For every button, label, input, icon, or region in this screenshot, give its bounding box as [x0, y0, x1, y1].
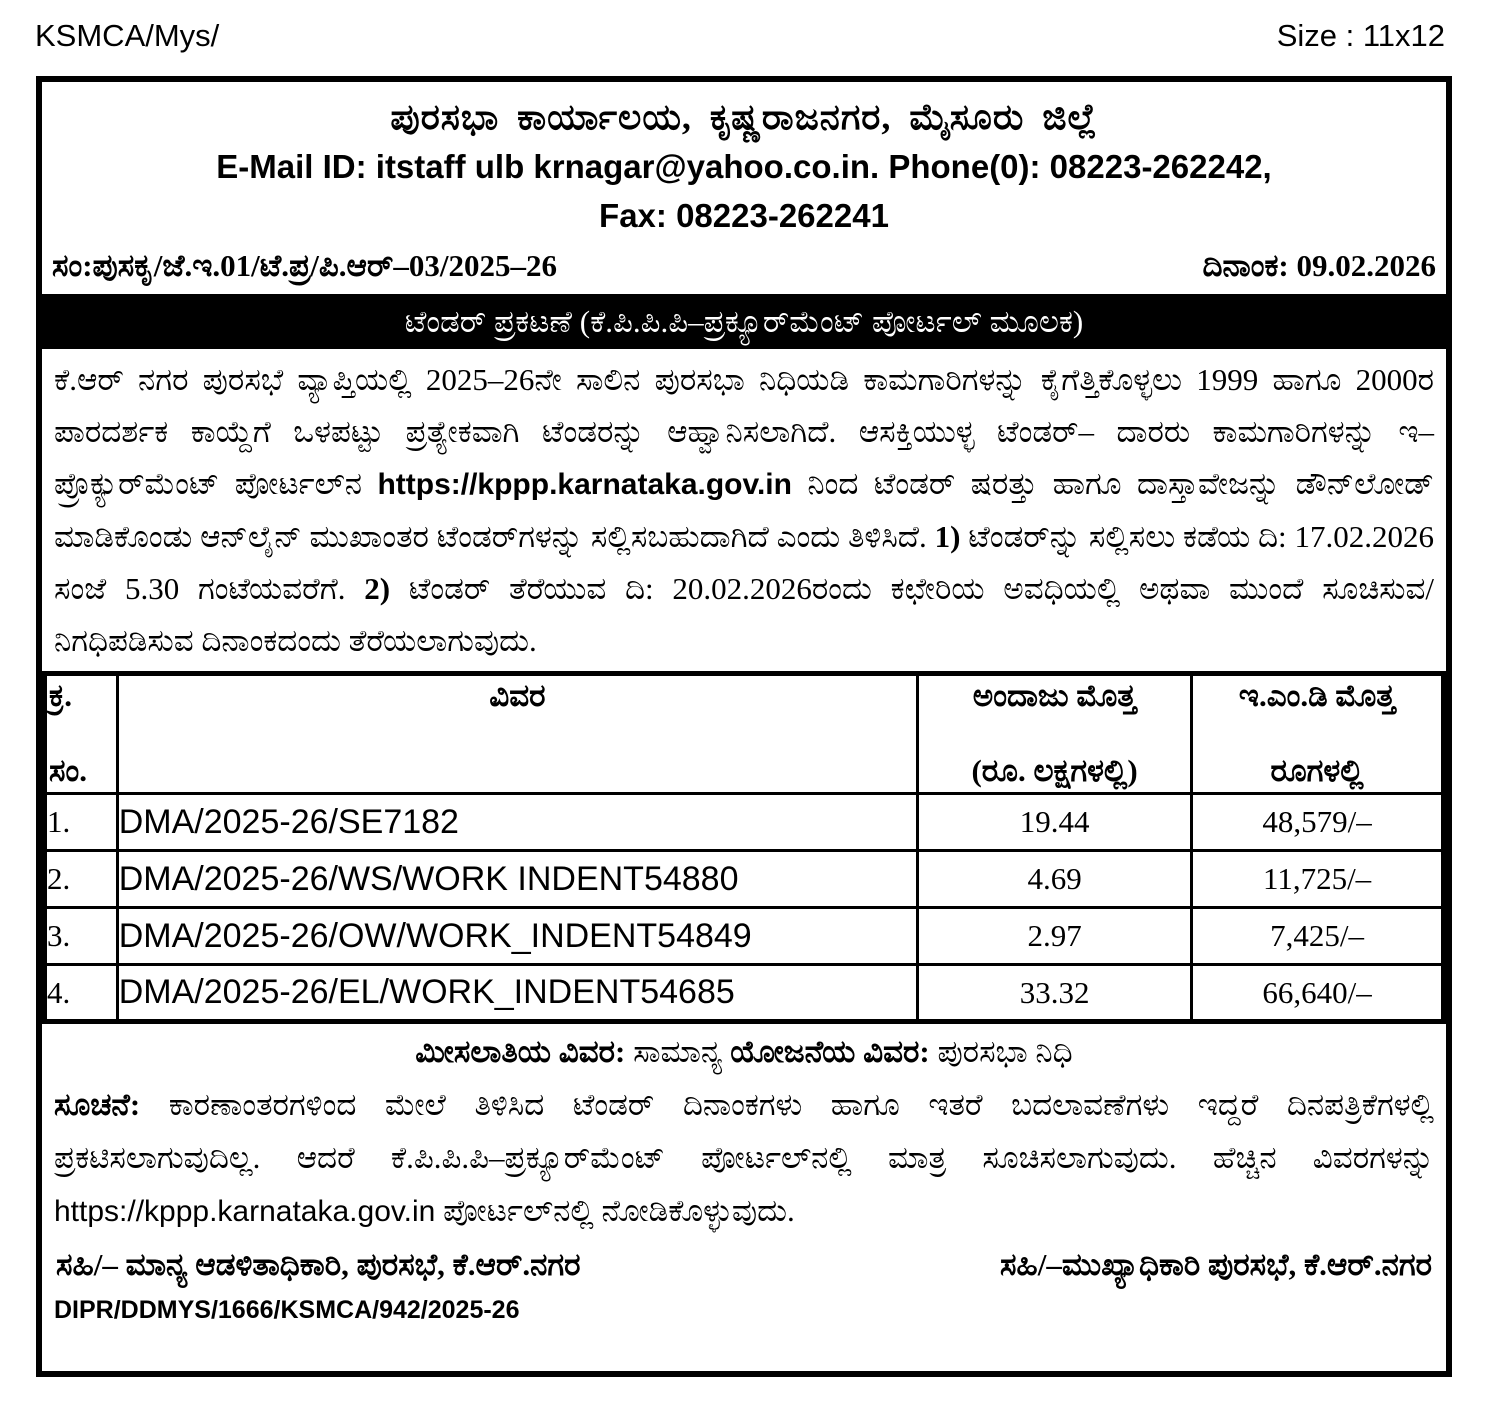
page-top-bar — [35, 18, 1445, 54]
doc-code-label: KSMCA/Mys/ — [35, 18, 220, 53]
cell-emd-amount: 66,640/– — [1192, 965, 1444, 1022]
cell-sl-no: 1. — [45, 794, 118, 851]
tender-table — [42, 671, 1446, 1024]
header-emd-amount: ಇ.ಎಂ.ಡಿ ಮೊತ್ತ ರೂಗಳಲ್ಲಿ — [1238, 678, 1396, 788]
reservation-line — [42, 1026, 1446, 1078]
signature-right: ಸಹಿ/–ಮುಖ್ಯಾಧಿಕಾರಿ ಪುರಸಭೆ, ಕೆ.ಆರ್.ನಗರ — [999, 1247, 1432, 1282]
cell-sl-no: 3. — [45, 908, 118, 965]
cell-emd-amount: 7,425/– — [1192, 908, 1444, 965]
body-intro-text: ಕೆ.ಆರ್ ನಗರ ಪುರಸಭೆ ವ್ಯಾಪ್ತಿಯಲ್ಲಿ 2025–26ನೇ ಸಾಲಿನ ಪುರಸಭಾ ನಿಧಿಯಡಿ ಕಾಮಗಾರಿಗಳನ್ನು ಕೈಗೆತ್ತಿಕೊಳ್ಳಲು 1999 ಹಾಗೂ 2000ರ ಪಾರದರ್ಶಕ ಕಾಯ್ದೆಗೆ ಒಳಪಟ್ಟು ಪ್ರತ್ಯೇಕವಾಗಿ ಟೆಂಡರನ್ನು ಆಹ್ವಾನಿಸಲಾಗಿದೆ. ಆಸಕ್ತಿಯುಳ್ಳ ಟೆಂಡರ್– ದಾರರು ಕಾಮಗಾರಿಗಳನ್ನು ಇ–ಪ್ರೊಕ್ಯುರ್‌ಮೆಂಟ್ ಪೋರ್ಟಲ್‌ನ — [54, 362, 1434, 501]
table-row — [45, 965, 1444, 1022]
reservation-value: ಸಾಮಾನ್ಯ — [625, 1034, 731, 1069]
tender-table-header — [45, 674, 1444, 794]
notice-text-1: ಕಾರಣಾಂತರಗಳಿಂದ ಮೇಲೆ ತಿಳಿಸಿದ ಟೆಂಡರ್ ದಿನಾಂಕಗಳು ಹಾಗೂ ಇತರೆ ಬದಲಾವಣೆಗಳು ಇದ್ದರೆ ದಿನಪತ್ರಿಕೆಗಳಲ್ಲಿ ಪ್ರಕಟಿಸಲಾಗುವುದಿಲ್ಲ. ಆದರೆ ಕೆ.ಪಿ.ಪಿ.ಪಿ–ಪ್ರಕ್ಯೂರ್‌ಮೆಂಟ್ ಪೋರ್ಟಲ್‌ನಲ್ಲಿ ಮಾತ್ರ ಸೂಚಿಸಲಾಗುವುದು. ಹೆಚ್ಚಿನ ವಿವರಗಳನ್ನು — [54, 1087, 1434, 1175]
header-detail: ವಿವರ — [489, 678, 546, 713]
cell-tender-id: DMA/2025-26/WS/WORK INDENT54880 — [117, 851, 917, 908]
notice-document — [36, 76, 1452, 1377]
cell-estimated-amount: 4.69 — [917, 851, 1191, 908]
size-label: Size : 11x12 — [1276, 18, 1445, 53]
tender-body-paragraph — [42, 349, 1446, 667]
header-sl-no: ಕ್ರ. ಸಂ. — [49, 678, 87, 788]
fax-line: Fax: 08223-262241 — [599, 197, 889, 234]
cell-estimated-amount: 19.44 — [917, 794, 1191, 851]
cell-tender-id: DMA/2025-26/EL/WORK_INDENT54685 — [117, 965, 917, 1022]
cell-estimated-amount: 2.97 — [917, 908, 1191, 965]
scheme-value: ಪುರಸಭಾ ನಿಧಿ — [929, 1034, 1073, 1069]
cell-tender-id: DMA/2025-26/OW/WORK_INDENT54849 — [117, 908, 917, 965]
cell-emd-amount: 48,579/– — [1192, 794, 1444, 851]
office-title: ಪುರಸಭಾ ಕಾರ್ಯಾಲಯ, ಕೃಷ್ಣರಾಜನಗರ, ಮೈಸೂರು ಜಿಲ್ಲೆ — [390, 97, 1098, 137]
table-row — [45, 794, 1444, 851]
notice-paragraph — [42, 1078, 1446, 1238]
reference-number: ಸಂ:ಪುಸಕೃ/ಜೆ.ಇ.01/ಟೆ.ಪ್ರ/ಪಿ.ಆರ್–03/2025–26 — [52, 248, 557, 283]
cell-sl-no: 4. — [45, 965, 118, 1022]
cell-sl-no: 2. — [45, 851, 118, 908]
notice-label: ಸೂಚನೆ: — [54, 1087, 141, 1122]
reservation-label: ಮೀಸಲಾತಿಯ ವಿವರ: — [415, 1034, 626, 1069]
notice-text-2: ಪೋರ್ಟಲ್‌ನಲ್ಲಿ ನೋಡಿಕೊಳ್ಳುವುದು. — [435, 1193, 795, 1228]
point2-number: 2) — [364, 571, 391, 606]
point1-number: 1) — [934, 519, 961, 554]
portal-url-text: https://kppp.karnataka.gov.in — [377, 468, 792, 501]
cell-emd-amount: 11,725/– — [1192, 851, 1444, 908]
point2-text: ಟೆಂಡರ್ ತೆರೆಯುವ ದಿ: 20.02.2026ರಂದು ಕಛೇರಿಯ ಅವಧಿಯಲ್ಲಿ ಅಥವಾ ಮುಂದೆ ಸೂಚಿಸುವ/ನಿಗಧಿಪಡಿಸುವ ದಿನಾಂಕದಂದು ತೆರೆಯಲಾಗುವುದು. — [54, 571, 1434, 658]
body-after-url-text: ನಿಂದ ಟೆಂಡರ್ ಷರತ್ತು ಹಾಗೂ ದಾಸ್ತಾವೇಜನ್ನು ಡೌನ್‌ಲೋಡ್ ಮಾಡಿಕೊಂಡು ಆನ್‌ಲೈನ್ ಮುಖಾಂತರ ಟೆಂಡರ್‌ಗಳನ್ನು ಸಲ್ಲಿಸಬಹುದಾಗಿದೆ ಎಂದು ತಿಳಿಸಿದೆ. — [54, 466, 1435, 554]
signature-left: ಸಹಿ/– ಮಾನ್ಯ ಆಡಳಿತಾಧಿಕಾರಿ, ಪುರಸಭೆ, ಕೆ.ಆರ್.ನಗರ — [56, 1247, 581, 1282]
notice-date: ದಿನಾಂಕ: 09.02.2026 — [1202, 248, 1436, 283]
scheme-label: ಯೋಜನೆಯ ವಿವರ: — [730, 1034, 930, 1069]
table-row — [45, 851, 1444, 908]
reference-row — [42, 240, 1446, 292]
signature-row — [42, 1240, 1446, 1290]
cell-tender-id: DMA/2025-26/SE7182 — [117, 794, 917, 851]
dipr-reference: DIPR/DDMYS/1666/KSMCA/942/2025-26 — [54, 1296, 520, 1324]
tender-banner: ಟೆಂಡರ್ ಪ್ರಕಟಣೆ (ಕೆ.ಪಿ.ಪಿ.ಪಿ–ಪ್ರಕ್ಯೂರ್‌ಮೆಂಟ್ ಪೋರ್ಟಲ್ ಮೂಲಕ) — [42, 294, 1446, 349]
contact-line: E-Mail ID: itstaff ulb krnagar@yahoo.co.in. Phone(0): 08223-262242, — [216, 148, 1272, 185]
point1-text: ಟೆಂಡರ್‌ನ್ನು ಸಲ್ಲಿಸಲು ಕಡೆಯ ದಿ: 17.02.2026 ಸಂಜೆ 5.30 ಗಂಟೆಯವರೆಗೆ. — [54, 519, 1434, 606]
notice-portal-url: https://kppp.karnataka.gov.in — [54, 1195, 436, 1228]
cell-estimated-amount: 33.32 — [917, 965, 1191, 1022]
header-estimated-amount: ಅಂದಾಜು ಮೊತ್ತ (ರೂ. ಲಕ್ಷಗಳಲ್ಲಿ) — [971, 678, 1138, 788]
table-row — [45, 908, 1444, 965]
